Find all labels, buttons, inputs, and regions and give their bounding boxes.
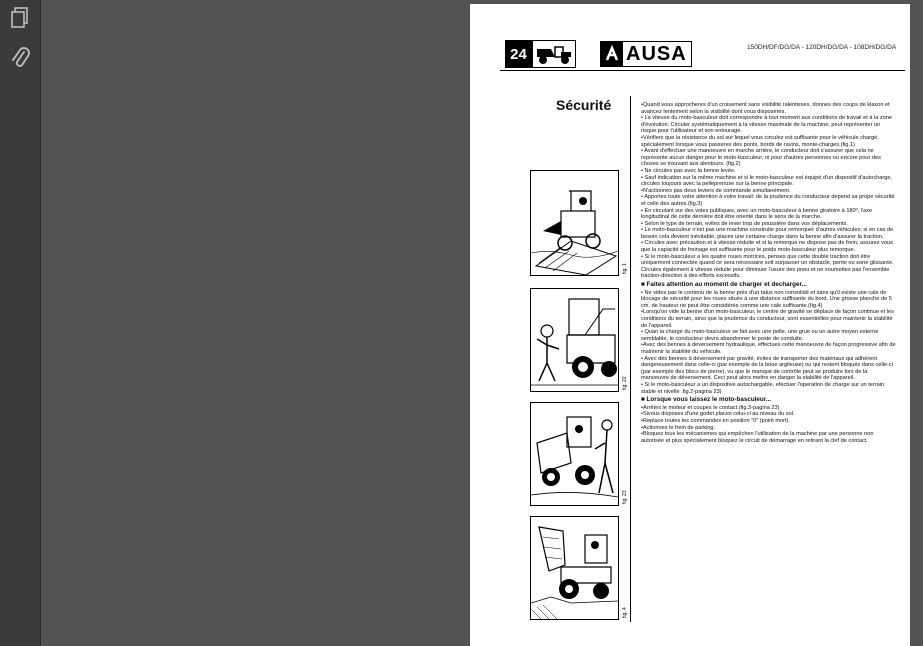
- ausa-logo-icon: [601, 42, 623, 66]
- paragraph: • La vitesse du moto-basculeur doit correspondre à tout moment aux conditions de travail et à la zone d'évolution. Circuler systématiquement à la vitesse maximale de la machine, peut représenter un risque pour l'utilisateur et son entourage.: [641, 115, 893, 135]
- ausa-logo: [600, 41, 692, 67]
- paragraph: • Circules avec précaution et à vitesse réduite et si la remorque ne dispose pas de frein, assurez vous que la capacité de freinage est suffisante pour le poids moto-basculeur plus remorque.: [641, 240, 893, 254]
- paragraph: • Le moto-basculeur n'est pas une machine construite pour remorquer d'autres véhicules; si en cas de besoin cela devient inévitable, places une certaine charge dans la benne afin d'assurer la traction.: [641, 227, 894, 240]
- paragraph: •Quand vous approcheres d'un croisement sans visibilité ralentisses, donnes des coups de klaxon et avancez lentement selon la visibilité dont vous disposeres.: [641, 102, 890, 115]
- paragraph: Circules également à vitesse réduite pour diminuer l'usure des pneu et ne soumettes pas l'ensemble traction-direction à des efforts excessifs.: [641, 266, 890, 280]
- figure-1-illustration: [530, 170, 619, 276]
- figure-2-label: fig. 22: [622, 376, 628, 390]
- paragraph: •Lorsqu'on vide la benne d'un moto-basculeur, le centre de gravité se déplace de façon continue et les conditions du terrain, ainsi que la prudence du conducteur, sont essentielles pour maintenir la stabilité de l'appareil.: [641, 309, 894, 329]
- paragraph: •Sivous disposes d'une godet places celui-ci au niveau du sol.: [641, 411, 795, 418]
- paragraph: • Si le moto-basculeur a un dispositive autochargable, efectuer l'operation de charge sur un terrain stable et nivelle .fig.2-pagina 23): [641, 381, 885, 395]
- paragraph: •Arrêtes le moteur et coupes le contact.(fig.3-pagina 23): [641, 404, 780, 411]
- figure-4-illustration: [530, 516, 619, 620]
- paragraph: •Avec des bennes à deversement hydraulique, effectues cette manoeuvre de façon progressive afin de maintenir la stabilité du véhicule.: [641, 342, 896, 355]
- header-rule: [500, 70, 905, 71]
- paragraph: • Apportes toute votre attention à votre travail: de la prudence du conducteur depend sa prope sécurité et celle des autres.(fig.3): [641, 194, 895, 207]
- pdf-page: [470, 4, 910, 646]
- figure-3-label: fig. 23: [622, 490, 628, 504]
- pages-icon[interactable]: [8, 6, 32, 30]
- figure-2-illustration: [530, 288, 619, 392]
- paragraph: • Ne circules pas avec la benne levée.: [641, 167, 736, 174]
- page-number: 24: [505, 40, 532, 68]
- section-heading: ■ Faites attention au moment de charger et decharger...: [641, 281, 807, 289]
- dumper-icon: [532, 40, 576, 68]
- paragraph: •N'actionnes pas deux leviers de commande simultanément.: [641, 187, 791, 194]
- column-divider: [630, 96, 631, 622]
- paragraph: • Si le moto-basculeur a les quatre roues motrices, penses que cette double traction doit être uniquement connectée quand ce sera nécessaire soit surpasser un obstacle, pente ou sone glissante.: [641, 253, 894, 267]
- viewer-sidebar: [0, 0, 41, 646]
- paragraph: •Actionnes le frein de parking.: [641, 424, 716, 431]
- attachment-icon[interactable]: [8, 46, 32, 70]
- paragraph: • Avant d'effectuer une manoeuvre en marche arrière, le conducteur doit s'assurer que cela ne représente aucun danger pour le moto-basculeur, ni pour d'autres personnes ou encore pour des choses se trouvant aux alentours. (fig.2): [641, 148, 881, 168]
- paragraph: • Quan la charge du moto-basculeur se fait avec une pelle, une grue ou un autre moyen externe semblable, le conducteur devra abandonner le poste de conduite.: [641, 329, 879, 342]
- paragraph: •Vérifiers que la résistance du sol sur lequel vous circulez est suffisante pour le véhicule chargé, spécialement lorsque vous passeres des ponts, bords de ravins, monte-charges.(fig.1): [641, 134, 879, 148]
- model-list: 150DH/DF/DG/DA - 120DH/DG/DA - 108DH/DG/DA: [747, 44, 897, 51]
- body-text: [641, 102, 896, 444]
- figure-1-label: fig. 1: [622, 263, 628, 274]
- brand-name: AUSA: [626, 42, 687, 65]
- paragraph: • Sauf indication sur la même machine et si le moto-basculeur est équipé d'un dispositif d'autocharge, circules toujours avec la pelleprenuse sur la benne principale.: [641, 174, 892, 188]
- document-viewport[interactable]: [41, 0, 923, 646]
- section-title: Sécurité: [556, 97, 612, 113]
- paragraph: • Ne vides pas le contenu de la benne près d'un talus non consolidé et sans qu'il existe une cale de blocage de sécurité pour les roues situés à une distance suffisante du bord. Une grosse planche de 5 cm. de hauteur ne peut être considérée comme une cale suffisante.(fig.4): [641, 289, 892, 309]
- paragraph: •Bloquez tous les mécanismes qui empêchen l'utilisation de la machine par une personne non autorisée et plus spécialement bloquez le circuit de démarrage en retirant la clef de contact.: [641, 431, 874, 444]
- paragraph: • En circulant sur des voies publiques, avec un moto-basculeur à benne giratoire à 180º, l'axe longitudinal de cette dernière doit être orienté dans le sens de la marche.: [641, 207, 873, 221]
- paragraph: •Replace toutes les commandes en position "0" (point mort).: [641, 417, 790, 424]
- figure-3-illustration: [530, 402, 619, 506]
- paragraph: • Selon le type de terrain, evites de lever trop de poussière dans vos déplacements.: [641, 220, 848, 227]
- figure-4-label: fig. 4: [622, 607, 628, 618]
- section-heading: ■ Lorsque vous laissez le moto-basculeur...: [641, 396, 772, 404]
- paragraph: • Avec des bennes à déversement par gravité, évites de transporter des matériaux qui adhèrent dangereusement dans celle-ci (par exemple de la boue argileuse) ou qui restent bloqués dans celle-ci (par exemple des blocs de pierre), vu que le manque de contrôle peut se produire lors de la manoeuvre de déversement. Ceci peut alors mettre en danger la stabilité de l'appareil.: [641, 355, 893, 382]
